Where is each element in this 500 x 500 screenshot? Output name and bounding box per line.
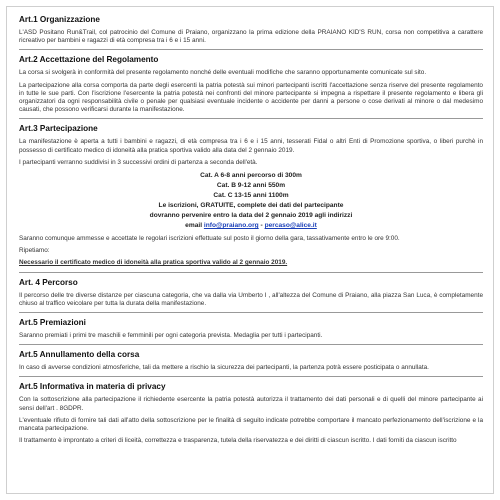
art3-title: Art.3 Partecipazione bbox=[19, 124, 98, 134]
divider bbox=[19, 312, 483, 313]
art5-premiazioni-title: Art.5 Premiazioni bbox=[19, 318, 86, 328]
art3-paragraph-2: I partecipanti verranno suddivisi in 3 successivi ordini di partenza a seconda dell'età. bbox=[19, 158, 258, 166]
art1-section bbox=[19, 15, 483, 45]
art5-annullamento-text: In caso di avverse condizioni atmosferiche, tali da mettere a rischio la sicurezza dei partecipanti, la partenza potrà essere posticipata o annullata. bbox=[19, 364, 429, 372]
art5-annullamento-section bbox=[19, 350, 483, 372]
art3-paragraph-1: La manifestazione è aperta a tutti i bambini e ragazzi, di età compresa tra i 6 e i 15 anni, tesserati Fidal o altri Enti di Promozione sportiva, o liberi purchè in possesso di certificato medico di idoneità alla pratica sportiva valido alla data del 2 gennaio 2019. bbox=[19, 138, 483, 154]
email-link-percaso[interactable]: percaso@alice.it bbox=[264, 222, 317, 230]
divider bbox=[19, 272, 483, 273]
certificato-requirement: Necessario il certificato medico di idoneità alla pratica sportiva valido al 2 gennaio 2019. bbox=[19, 259, 288, 267]
art5-premiazioni-section bbox=[19, 318, 483, 340]
art2-section bbox=[19, 55, 483, 114]
art5-annullamento-title: Art.5 Annullamento della corsa bbox=[19, 350, 140, 360]
divider bbox=[19, 376, 483, 377]
art5-privacy-title: Art.5 Informativa in materia di privacy bbox=[19, 382, 166, 392]
ripetiamo-text: Ripetiamo: bbox=[19, 247, 50, 255]
art4-section bbox=[19, 278, 483, 308]
art2-title: Art.2 Accettazione del Regolamento bbox=[19, 55, 159, 65]
email-link-info[interactable]: info@praiano.org bbox=[203, 222, 259, 230]
privacy-paragraph-1: Con la sottoscrizione alla partecipazione il richiedente esercente la patria potestà autorizza il trattamento dei dati personali e di quelli del minore partecipante ai sensi dell'art . 8GDPR. bbox=[19, 396, 483, 412]
dovranno-line: dovranno pervenire entro la data del 2 gennaio 2019 agli indirizzi bbox=[149, 212, 353, 220]
art4-title: Art. 4 Percorso bbox=[19, 277, 78, 287]
categories-block bbox=[19, 171, 483, 231]
iscrizioni-line: Le iscrizioni, GRATUITE, complete dei dati del partecipante bbox=[158, 202, 344, 210]
art3-paragraph-3: Saranno comunque ammesse e accettate le regolari iscrizioni effettuate sul posto il giorno della gara, tassativamente entro le ore 9:00. bbox=[19, 235, 400, 243]
art1-text: L'ASD Positano Run&Trail, col patrocinio del Comune di Praiano, organizzano la prima edizione della PRAIANO KID'S RUN, corsa non competitiva a carattere ricreativo per bambini e ragazzi di età compresa tra i 6 e i 15 anni. bbox=[19, 29, 483, 45]
regulation-document bbox=[6, 6, 494, 494]
category-a: Cat. A 6-8 anni percorso di 300m bbox=[200, 172, 302, 180]
category-b: Cat. B 9-12 anni 550m bbox=[216, 182, 286, 190]
art5-privacy-section bbox=[19, 382, 483, 445]
divider bbox=[19, 118, 483, 119]
privacy-paragraph-3: Il trattamento è improntato a criteri di liceità, correttezza e trasparenza, tutela della riservatezza e dei diritti di ciascun iscritto. I dati forniti da ciascun iscritto bbox=[19, 437, 457, 445]
art4-text: Il percorso delle tre diverse distanze per ciascuna categoria, che va dalla via Umberto I , all'altezza del Comune di Praiano, alla piazza San Luca, è completamente chiuso al traffico veicolare per tutta la durata della manifestazione. bbox=[19, 291, 483, 307]
email-line bbox=[19, 221, 483, 231]
email-separator: - bbox=[258, 222, 265, 230]
email-label: email bbox=[185, 222, 203, 230]
art2-paragraph-2: La partecipazione alla corsa comporta da parte degli esercenti la patria potestà sui minori partecipanti iscritti l'accettazione senza riserve del presente regolamento in tutte le sue parti. Con l'iscrizione l'esercente la patria potestà nei confronti del minore partecipante si impegna a rispettare il presente regolamento e libera gli organizzatori da ogni responsabilità civile o penale per qualsiasi eventuale incidente o accidente per danni a persone o cose derivati al minore o dal medesimo causati, che possono verificarsi durante la manifestazione. bbox=[19, 81, 483, 114]
art5-premiazioni-text: Saranno premiati i primi tre maschili e femminili per ogni categoria prevista. Medaglia per tutti i partecipanti. bbox=[19, 332, 323, 340]
art3-section bbox=[19, 124, 483, 267]
divider bbox=[19, 344, 483, 345]
art1-title: Art.1 Organizzazione bbox=[19, 15, 100, 24]
privacy-paragraph-2: L'eventuale rifiuto di fornire tali dati all'atto della sottoscrizione per le finalità di seguito indicate potrebbe comportare il mancato perfezionamento dell'iscrizione e la mancata partecipazione. bbox=[19, 416, 483, 433]
divider bbox=[19, 49, 483, 50]
category-c: Cat. C 13-15 anni 1100m bbox=[213, 192, 289, 200]
art2-paragraph-1: La corsa si svolgerà in conformità del presente regolamento nonché delle eventuali modifiche che saranno opportunamente comunicate sul sito. bbox=[19, 69, 427, 77]
